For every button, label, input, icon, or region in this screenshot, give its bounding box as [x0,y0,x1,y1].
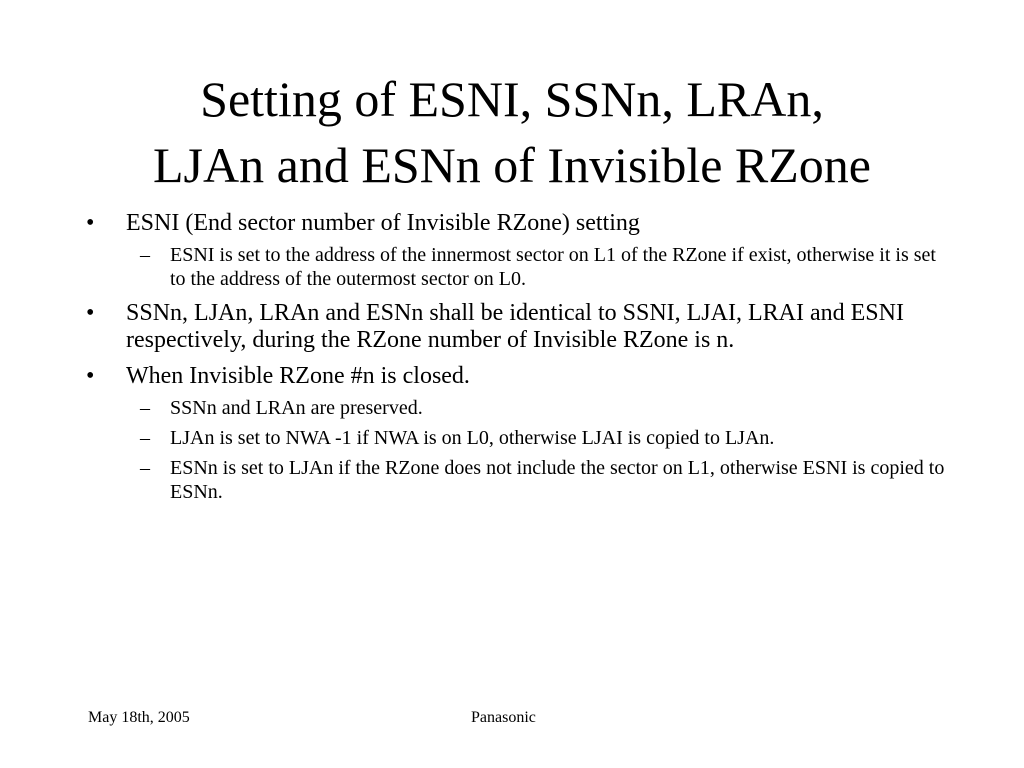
sub-item-text: LJAn is set to NWA -1 if NWA is on L0, otherwise LJAI is copied to LJAn. [170,427,775,449]
bullet-identical-values [86,300,946,354]
dash-icon: – [140,397,150,419]
footer-date: May 18th, 2005 [88,709,190,726]
bullet-icon: • [86,210,95,236]
slide-title-line-1: Setting of ESNI, SSNn, LRAn, [200,71,824,127]
bullet-list [86,210,946,513]
slide-title [0,66,1024,198]
sub-item-esni-address [126,243,946,291]
sub-item-preserved [126,396,946,420]
sub-item-text: SSNn and LRAn are preserved. [170,397,423,419]
footer-company: Panasonic [471,709,536,726]
sub-list [126,243,946,291]
bullet-icon: • [86,363,95,389]
dash-icon: – [140,457,150,479]
dash-icon: – [140,427,150,449]
sub-item-text: ESNn is set to LJAn if the RZone does not include the sector on L1, otherwise ESNI is copied to ESNn. [170,457,945,503]
dash-icon: – [140,244,150,266]
bullet-text: ESNI (End sector number of Invisible RZone) setting [126,210,640,236]
sub-list [126,396,946,504]
sub-item-text: ESNI is set to the address of the innermost sector on L1 of the RZone if exist, otherwise it is set to the address of the outermost sector on L0. [170,244,936,290]
sub-item-ljan-set [126,426,946,450]
sub-item-esnn-set [126,456,946,504]
bullet-text: When Invisible RZone #n is closed. [126,363,470,389]
bullet-rzone-closed [86,363,946,504]
bullet-text: SSNn, LJAn, LRAn and ESNn shall be identical to SSNI, LJAI, LRAI and ESNI respectively, during the RZone number of Invisible RZone is n. [126,300,904,353]
slide-title-line-2: LJAn and ESNn of Invisible RZone [153,137,871,193]
bullet-icon: • [86,300,95,326]
bullet-esni-setting [86,210,946,291]
